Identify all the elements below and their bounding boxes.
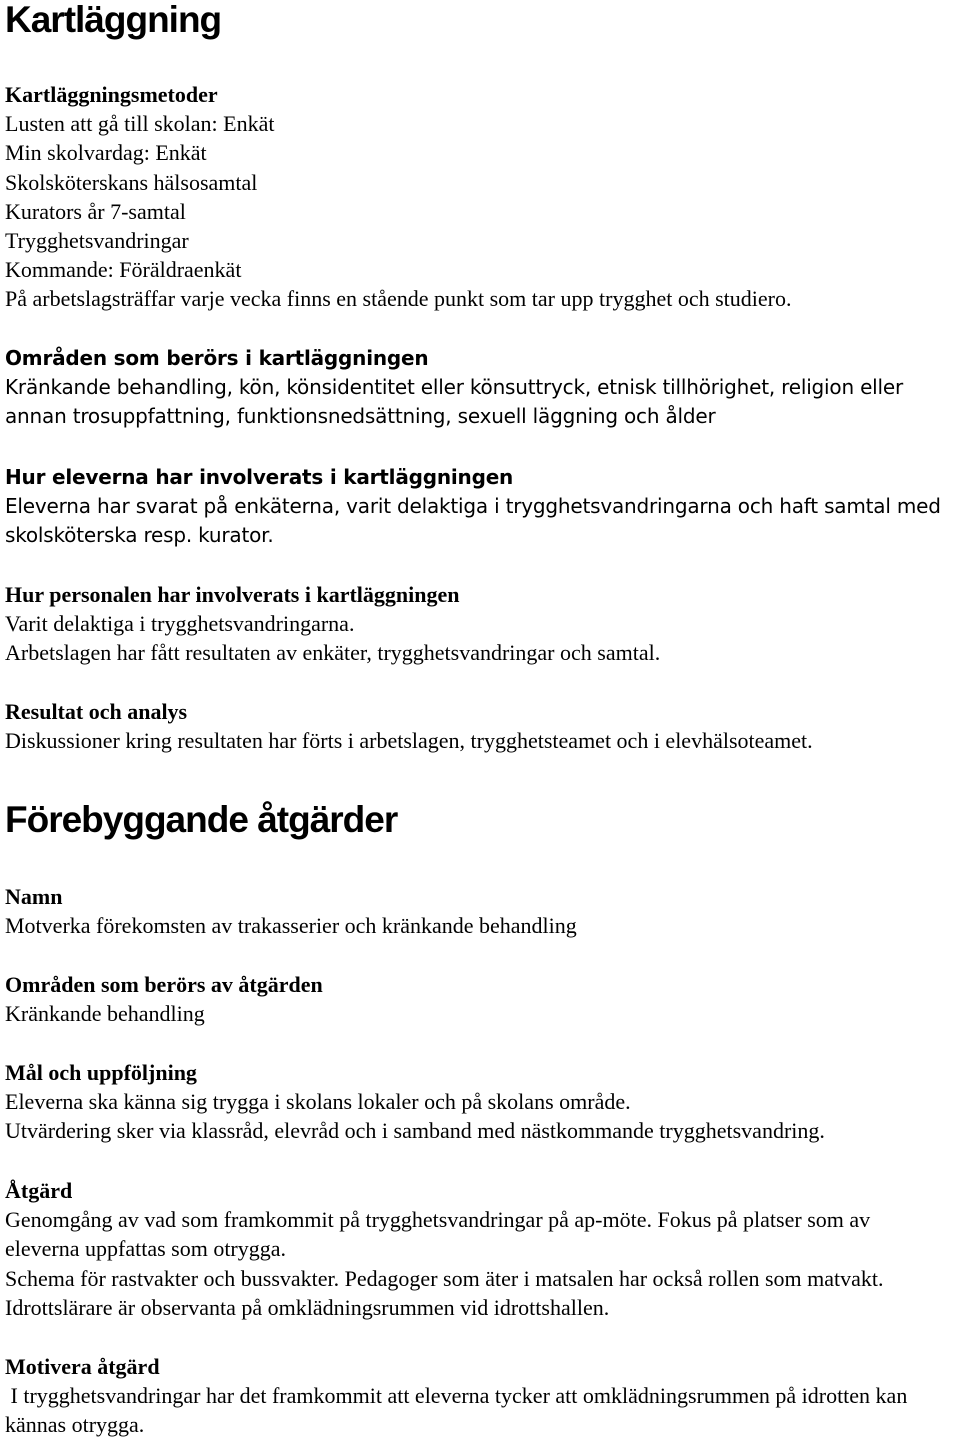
motivation-section: [5, 1352, 940, 1440]
methods-line: På arbetslagsträffar varje vecka finns en stående punkt som tar upp trygghet och studiero.: [5, 286, 792, 312]
methods-line: Kurators år 7-samtal: [5, 198, 186, 224]
title-kartlaggning: Kartläggning: [5, 0, 222, 40]
action-areas-heading: Områden som berörs av åtgärden: [5, 972, 323, 997]
results-section: [5, 697, 960, 755]
results-text: Diskussioner kring resultaten har förts i arbetslagen, trygghetsteamet och i elevhälsoteamet.: [5, 728, 813, 754]
results-heading: Resultat och analys: [5, 699, 188, 724]
name-section: [5, 882, 960, 940]
students-section: [5, 463, 960, 551]
goals-section: [5, 1058, 960, 1146]
methods-line: Kommande: Föräldraenkät: [5, 257, 242, 283]
areas-heading: Områden som berörs i kartläggningen: [5, 346, 429, 370]
staff-section: [5, 580, 960, 668]
goals-heading: Mål och uppföljning: [5, 1060, 197, 1085]
students-text: Eleverna har svarat på enkäterna, varit delaktiga i trygghetsvandringarna och haft samtal med skolsköterska resp. kurator.: [5, 494, 941, 548]
areas-section: [5, 344, 960, 432]
goals-line: Utvärdering sker via klassråd, elevråd och i samband med nästkommande trygghetsvandring.: [5, 1118, 825, 1144]
staff-line: Arbetslagen har fått resultaten av enkäter, trygghetsvandringar och samtal.: [5, 640, 661, 666]
methods-line: Min skolvardag: Enkät: [5, 140, 207, 166]
methods-line: Lusten att gå till skolan: Enkät: [5, 111, 275, 137]
name-heading: Namn: [5, 884, 63, 909]
action-areas-section: [5, 970, 960, 1028]
methods-section: [5, 80, 960, 314]
motivation-text: I trygghetsvandringar har det framkommit att eleverna tycker att omklädningsrummen på idrotten kan kännas otrygga.: [5, 1383, 913, 1438]
areas-text: Kränkande behandling, kön, könsidentitet eller könsuttryck, etnisk tillhörighet, religion eller annan trosuppfattning, funktionsnedsättning, sexuell läggning och ålder: [5, 375, 904, 429]
action-section: [5, 1176, 940, 1322]
students-heading: Hur eleverna har involverats i kartläggningen: [5, 465, 514, 489]
methods-line: Skolsköterskans hälsosamtal: [5, 169, 258, 195]
title-forebyggande: Förebyggande åtgärder: [5, 799, 398, 840]
action-heading: Åtgärd: [5, 1178, 73, 1203]
staff-line: Varit delaktiga i trygghetsvandringarna.: [5, 611, 355, 637]
action-paragraph: Schema för rastvakter och bussvakter. Pedagoger som äter i matsalen har också rollen som matvakt. Idrottslärare är observanta på omklädningsrummen vid idrottshallen.: [5, 1265, 884, 1320]
methods-line: Trygghetsvandringar: [5, 228, 189, 254]
name-text: Motverka förekomsten av trakasserier och kränkande behandling: [5, 913, 577, 939]
action-areas-text: Kränkande behandling: [5, 1001, 205, 1027]
methods-heading: Kartläggningsmetoder: [5, 82, 218, 107]
goals-line: Eleverna ska känna sig trygga i skolans lokaler och på skolans område.: [5, 1089, 631, 1115]
action-paragraph: Genomgång av vad som framkommit på trygghetsvandringar på ap-möte. Fokus på platser som av eleverna uppfattas som otrygga.: [5, 1207, 871, 1262]
motivation-heading: Motivera åtgärd: [5, 1354, 160, 1379]
staff-heading: Hur personalen har involverats i kartläggningen: [5, 582, 460, 607]
